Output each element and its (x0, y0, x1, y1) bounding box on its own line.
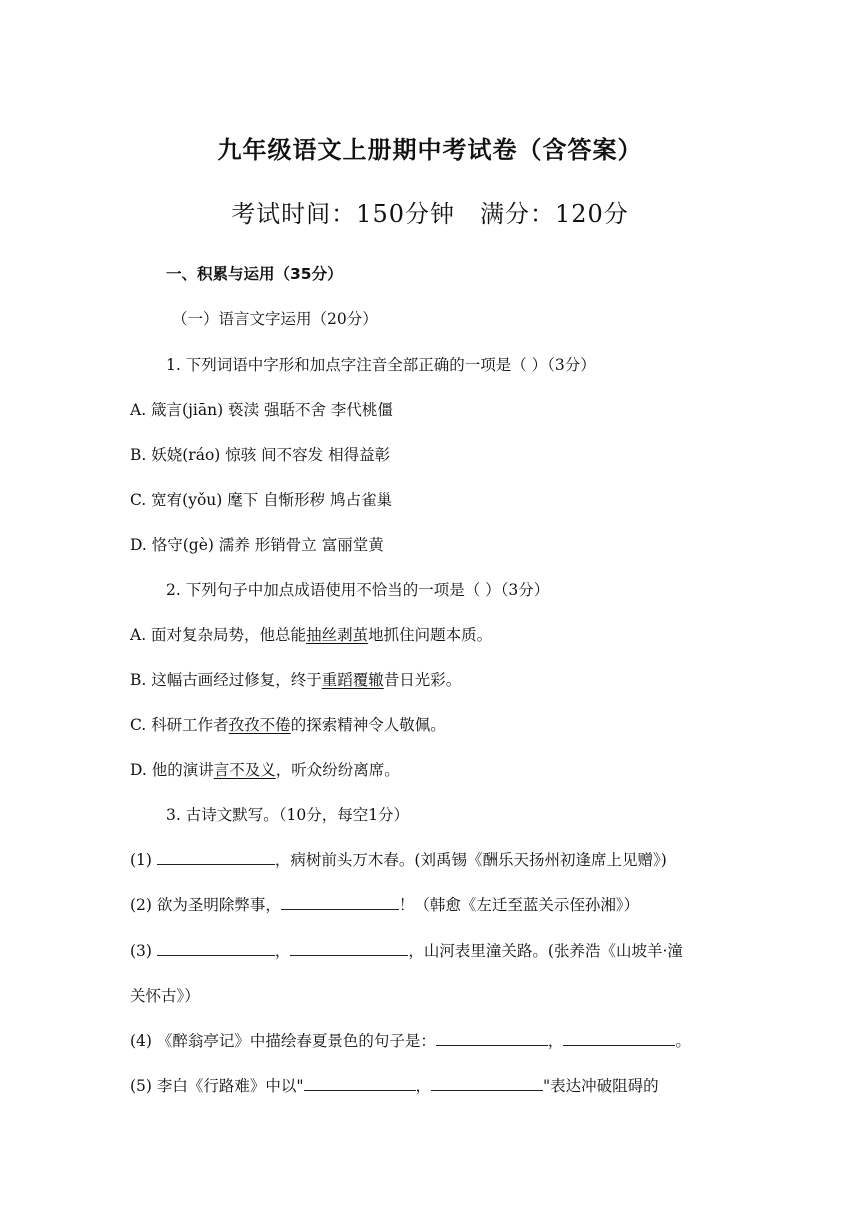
subsection-heading: （一）语言文字运用（20分） (172, 310, 378, 328)
q1-option-a: A. 箴言(jiān) 亵渎 强聒不舍 李代桃僵 (130, 401, 393, 419)
option-text: 地抓住问题本质。 (368, 626, 493, 644)
option-text: B. 这幅古画经过修复，终于 (130, 671, 322, 689)
q2-option-d (130, 758, 400, 780)
option-text: C. 科研工作者 (130, 716, 229, 734)
fill-blank[interactable] (281, 893, 399, 910)
option-text: 的探索精神令人敬佩。 (290, 716, 446, 734)
page-title: 九年级语文上册期中考试卷（含答案） (217, 136, 643, 164)
question-2-stem: 2. 下列句子中加点成语使用不恰当的一项是（ ）（3分） (166, 581, 550, 599)
option-text: ，听众纷纷离席。 (275, 761, 400, 779)
item-text: ，山河表里潼关路。(张养浩《山坡羊·潼 (408, 942, 683, 960)
item-text: 。 (675, 1032, 691, 1050)
fill-blank[interactable] (304, 1074, 416, 1091)
q1-option-b: B. 妖娆(ráo) 惊骇 间不容发 相得益彰 (130, 446, 391, 464)
option-text: 昔日光彩。 (383, 671, 462, 689)
fill-blank[interactable] (431, 1074, 543, 1091)
q3-item-2 (130, 893, 639, 915)
question-1-stem: 1. 下列词语中字形和加点字注音全部正确的一项是（ ）（3分） (166, 356, 596, 374)
fill-blank[interactable] (157, 848, 275, 865)
item-text: (1) (130, 851, 157, 869)
idiom-underlined: 言不及义 (213, 761, 276, 779)
item-text: (3) (130, 942, 157, 960)
item-text: (5) 李白《行路难》中以" (130, 1077, 304, 1095)
item-text: (4) 《醉翁亭记》中描绘春夏景色的句子是： (130, 1032, 436, 1050)
q3-item-4 (130, 1029, 691, 1051)
idiom-underlined: 重蹈覆辙 (321, 671, 384, 689)
q1-option-c: C. 宽宥(yǒu) 麾下 自惭形秽 鸠占雀巢 (130, 491, 393, 509)
section-heading: 一、积累与运用（35分） (166, 265, 343, 283)
idiom-underlined: 孜孜不倦 (228, 716, 291, 734)
q3-item-3 (130, 939, 683, 961)
item-text: ， (415, 1077, 432, 1095)
item-text: ，病树前头万木春。(刘禹锡《酬乐天扬州初逢席上见赠》) (274, 851, 667, 869)
option-text: D. 他的演讲 (130, 761, 214, 779)
q3-item-1 (130, 848, 667, 870)
idiom-underlined: 抽丝剥茧 (306, 626, 369, 644)
q3-item-5 (130, 1074, 659, 1096)
question-3-stem: 3. 古诗文默写。（10分，每空1分） (166, 806, 410, 824)
q2-option-c (130, 713, 446, 735)
fill-blank[interactable] (290, 939, 408, 956)
fill-blank[interactable] (563, 1029, 675, 1046)
fill-blank[interactable] (157, 939, 275, 956)
q1-option-d: D. 恪守(gè) 濡养 形销骨立 富丽堂黄 (130, 536, 384, 554)
item-text: ， (274, 942, 291, 960)
fill-blank[interactable] (436, 1029, 548, 1046)
exam-info: 考试时间：150分钟 满分：120分 (231, 200, 629, 228)
item-text: ！（韩愈《左迁至蓝关示侄孙湘》） (398, 896, 640, 914)
q3-item-3-continued: 关怀古》） (130, 987, 200, 1005)
item-text: (2) 欲为圣明除弊事， (130, 896, 281, 914)
option-text: A. 面对复杂局势，他总能 (130, 626, 307, 644)
item-text: ， (547, 1032, 564, 1050)
item-text: "表达冲破阻碍的 (543, 1077, 659, 1095)
q2-option-a (130, 623, 492, 645)
q2-option-b (130, 668, 461, 690)
